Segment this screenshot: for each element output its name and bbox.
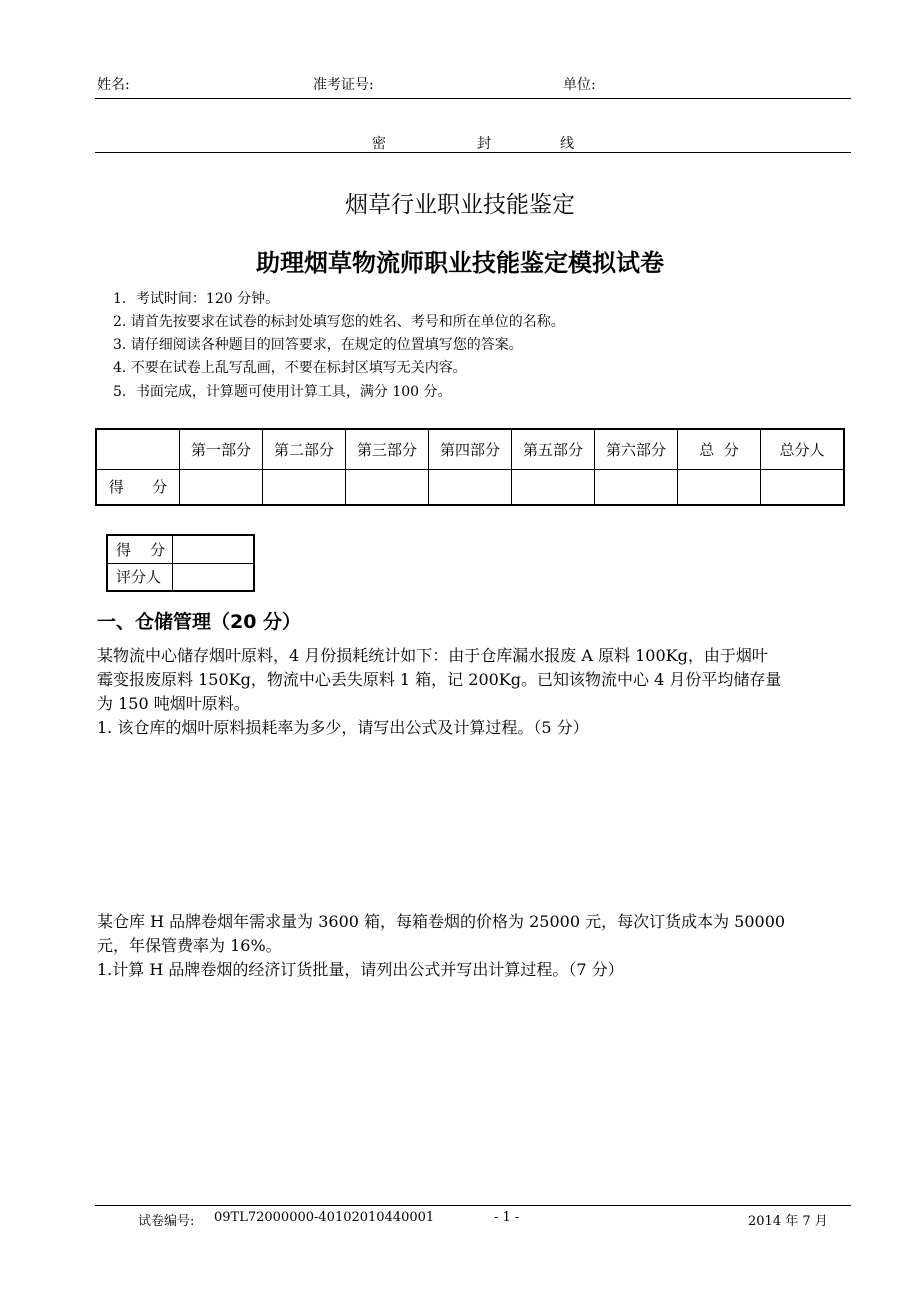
score-table-header-row <box>96 429 844 469</box>
instruction-5: 5．书面完成，计算题可使用计算工具，满分 100 分。 <box>113 384 452 400</box>
grader-name-label: 评分人 <box>107 563 173 591</box>
instruction-3: 3. 请仔细阅读各种题目的回答要求，在规定的位置填写您的答案。 <box>113 337 523 353</box>
footer-date: 2014 年 7 月 <box>748 1214 828 1229</box>
seal-char-2: 封 <box>477 136 491 152</box>
question-2: 1.计算 H 品牌卷烟的经济订货批量，请列出公式并写出计算过程。（7 分） <box>97 960 624 979</box>
score-header-cell: 第六部分 <box>595 429 678 469</box>
page-title: 烟草行业职业技能鉴定 <box>345 192 575 218</box>
instruction-4: 4. 不要在试卷上乱写乱画，不要在标封区填写无关内容。 <box>113 360 467 376</box>
footer-rule <box>95 1205 851 1206</box>
instruction-2: 2. 请首先按要求在试卷的标封处填写您的姓名、考号和所在单位的名称。 <box>113 314 565 330</box>
exam-number-label: 准考证号: <box>313 77 374 93</box>
page-subtitle: 助理烟草物流师职业技能鉴定模拟试卷 <box>256 249 664 277</box>
score-header-cell: 第二部分 <box>263 429 346 469</box>
score-header-cell: 第一部分 <box>180 429 263 469</box>
score-cell[interactable] <box>678 469 761 505</box>
score-header-cell: 第三部分 <box>346 429 429 469</box>
score-header-cell: 总 分 <box>678 429 761 469</box>
seal-char-3: 线 <box>560 136 574 152</box>
grader-score-cell[interactable] <box>173 535 255 563</box>
paper-code-label: 试卷编号: <box>138 1214 195 1229</box>
score-cell[interactable] <box>263 469 346 505</box>
score-header-cell: 第四部分 <box>429 429 512 469</box>
score-row-label: 得 分 <box>96 469 180 505</box>
score-cell[interactable] <box>346 469 429 505</box>
score-cell[interactable] <box>429 469 512 505</box>
section-title: 一、仓储管理（20 分） <box>97 611 302 633</box>
question-1: 1. 该仓库的烟叶原料损耗率为多少，请写出公式及计算过程。（5 分） <box>97 718 589 737</box>
page-number: - 1 - <box>494 1210 520 1225</box>
problem-text-line: 为 150 吨烟叶原料。 <box>97 694 250 713</box>
seal-line <box>95 152 851 153</box>
seal-char-1: 密 <box>372 136 386 152</box>
name-label: 姓名: <box>97 77 130 93</box>
problem-text-line: 某物流中心储存烟叶原料，4 月份损耗统计如下：由于仓库漏水报废 A 原料 100Kg，由于烟叶 <box>97 646 768 665</box>
score-header-cell <box>96 429 180 469</box>
problem-text-line: 霉变报废原料 150Kg，物流中心丢失原料 1 箱，记 200Kg。已知该物流中心 4 月份平均储存量 <box>97 670 782 689</box>
score-cell[interactable] <box>595 469 678 505</box>
grader-table <box>106 534 255 592</box>
score-cell[interactable] <box>180 469 263 505</box>
score-header-cell: 总分人 <box>761 429 845 469</box>
problem-text-line: 元，年保管费率为 16%。 <box>97 936 282 955</box>
score-header-cell: 第五部分 <box>512 429 595 469</box>
grader-name-cell[interactable] <box>173 563 255 591</box>
header-rule <box>95 98 851 99</box>
score-cell[interactable] <box>761 469 845 505</box>
score-cell[interactable] <box>512 469 595 505</box>
score-table-row <box>96 469 844 505</box>
problem-text-line: 某仓库 H 品牌卷烟年需求量为 3600 箱，每箱卷烟的价格为 25000 元，每次订货成本为 50000 <box>97 912 786 931</box>
instruction-1: 1．考试时间：120 分钟。 <box>113 291 280 307</box>
unit-label: 单位: <box>563 77 596 93</box>
grader-score-label: 得 分 <box>107 535 173 563</box>
score-table <box>95 428 845 506</box>
paper-code-value: 09TL72000000-40102010440001 <box>214 1210 435 1225</box>
